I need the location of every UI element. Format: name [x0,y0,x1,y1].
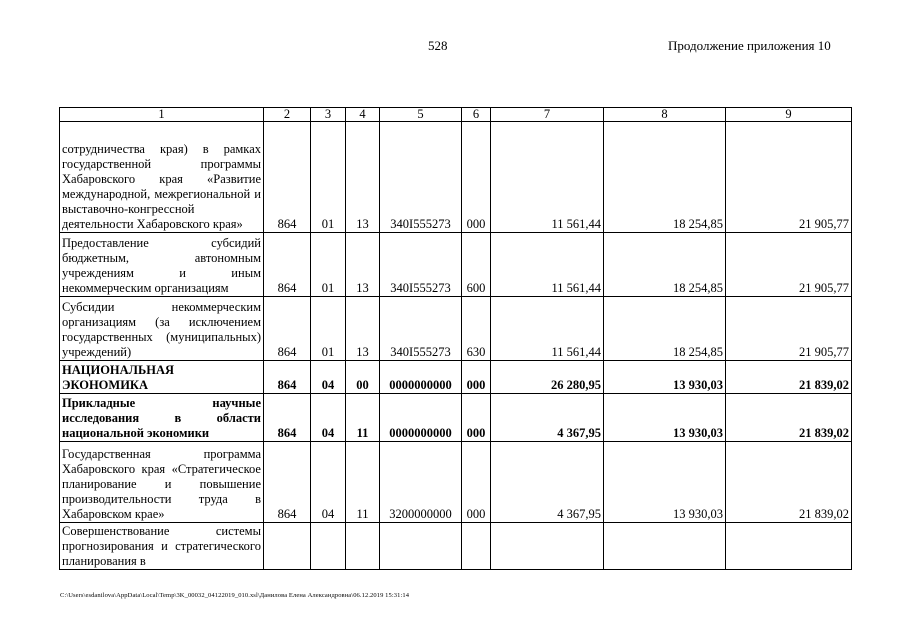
column-header: 9 [726,108,852,122]
cell-expense-type: 000 [462,394,491,442]
cell-expense-type: 630 [462,297,491,361]
cell-section: 04 [311,394,346,442]
cell-section: 04 [311,442,346,523]
page-header-note: Продолжение приложения 10 [668,38,831,53]
row-name: Совершенствование системы прогнозирования и стратегического планирования в [60,523,264,570]
cell-expense-type: 600 [462,233,491,297]
cell-section [311,523,346,570]
cell-amount-8: 13 930,03 [604,394,726,442]
cell-amount-9: 21 839,02 [726,361,852,394]
cell-admin-code: 864 [264,442,311,523]
cell-amount-7: 26 280,95 [491,361,604,394]
cell-admin-code: 864 [264,122,311,233]
cell-expense-type: 000 [462,122,491,233]
cell-target-article: 0000000000 [380,361,462,394]
cell-admin-code: 864 [264,361,311,394]
cell-expense-type: 000 [462,361,491,394]
cell-section: 01 [311,122,346,233]
cell-amount-8: 18 254,85 [604,122,726,233]
row-name: сотрудничества края) в рамках государственной программы Хабаровского края «Развитие международной, межрегиональной и выставочно-конгрессной деятельности Хабаровского края» [60,122,264,233]
cell-amount-9: 21 839,02 [726,394,852,442]
cell-amount-8: 18 254,85 [604,233,726,297]
cell-target-article [380,523,462,570]
page-number: 528 [428,38,448,53]
cell-target-article: 340I555273 [380,233,462,297]
cell-subsection: 00 [346,361,380,394]
cell-subsection [346,523,380,570]
cell-target-article: 0000000000 [380,394,462,442]
column-header: 1 [60,108,264,122]
cell-amount-8 [604,523,726,570]
row-name: Субсидии некоммерческим организациям (за исключением государственных (муниципальных) учреждений) [60,297,264,361]
cell-amount-8: 13 930,03 [604,361,726,394]
cell-section: 01 [311,233,346,297]
cell-subsection: 13 [346,122,380,233]
table-header-row [60,108,852,122]
cell-amount-8: 18 254,85 [604,297,726,361]
table-row [60,442,852,523]
cell-amount-7: 11 561,44 [491,297,604,361]
cell-amount-9: 21 839,02 [726,442,852,523]
cell-section: 04 [311,361,346,394]
column-header: 8 [604,108,726,122]
column-header: 4 [346,108,380,122]
budget-table [59,107,852,570]
cell-amount-7: 4 367,95 [491,394,604,442]
cell-amount-7: 4 367,95 [491,442,604,523]
cell-amount-9 [726,523,852,570]
table-row [60,297,852,361]
table-row [60,523,852,570]
column-header: 7 [491,108,604,122]
cell-subsection: 13 [346,297,380,361]
cell-admin-code: 864 [264,297,311,361]
table-row [60,394,852,442]
cell-amount-9: 21 905,77 [726,233,852,297]
row-name: Предоставление субсидий бюджетным, автономным учреждениям и иным некоммерческим организациям [60,233,264,297]
table-row [60,122,852,233]
cell-amount-8: 13 930,03 [604,442,726,523]
cell-admin-code: 864 [264,233,311,297]
column-header: 5 [380,108,462,122]
cell-expense-type: 000 [462,442,491,523]
cell-target-article: 340I555273 [380,122,462,233]
footer-file-path: C:\Users\esdanilova\AppData\Local\Temp\3K_00032_04122019_010.xsl\Данилова Елена Александровна\06.12.2019 15:31:14 [60,592,410,599]
cell-subsection: 11 [346,394,380,442]
column-header: 2 [264,108,311,122]
cell-admin-code [264,523,311,570]
column-header: 6 [462,108,491,122]
table-row [60,361,852,394]
cell-target-article: 340I555273 [380,297,462,361]
column-header: 3 [311,108,346,122]
cell-subsection: 13 [346,233,380,297]
cell-section: 01 [311,297,346,361]
table-row [60,233,852,297]
cell-admin-code: 864 [264,394,311,442]
row-name: Государственная программа Хабаровского края «Стратегическое планирование и повышение производительности труда в Хабаровском крае» [60,442,264,523]
cell-expense-type [462,523,491,570]
cell-amount-9: 21 905,77 [726,297,852,361]
cell-amount-7: 11 561,44 [491,233,604,297]
cell-amount-7 [491,523,604,570]
cell-amount-7: 11 561,44 [491,122,604,233]
row-name: Прикладные научные исследования в области национальной экономики [60,394,264,442]
cell-subsection: 11 [346,442,380,523]
row-name: НАЦИОНАЛЬНАЯ ЭКОНОМИКА [60,361,264,394]
cell-amount-9: 21 905,77 [726,122,852,233]
cell-target-article: 3200000000 [380,442,462,523]
